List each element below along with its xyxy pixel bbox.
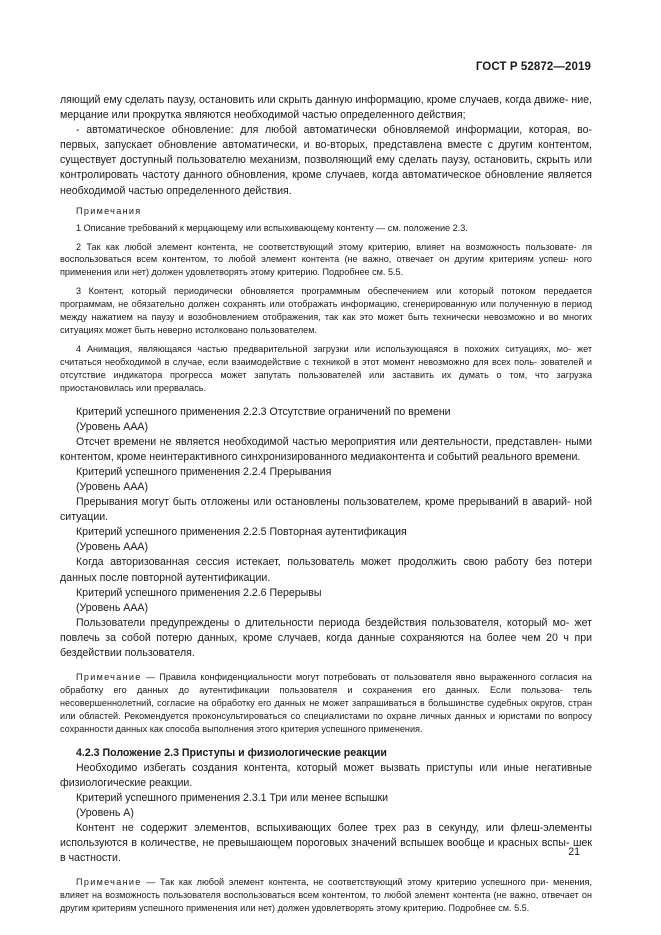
- criterion-2-2-3-text: Отсчет времени не является необходимой частью мероприятия или деятельности, представлен- ными контентом, кроме неинтерактивного синхронизированного медиаконтента и событий реального времени.: [60, 435, 592, 463]
- criterion-2-2-6-level: (Уровень ААА): [76, 601, 149, 614]
- standard-header: ГОСТ Р 52872—2019: [475, 61, 591, 73]
- criterion-2-2-5-text: Когда авторизованная сессия истекает, пользователь может продолжить свою работу без потери данных после повторной аутентификации.: [60, 556, 592, 584]
- criterion-2-2-6-title: Критерий успешного применения 2.2.6 Перерывы: [76, 586, 322, 599]
- section-4-2-3-heading: 4.2.3 Положение 2.3 Приступы и физиологические реакции: [76, 746, 387, 759]
- note-item-4: 4 Анимация, являющаяся частью предварительной загрузки или использующаяся в похожих ситуациях, мо- жет считаться необходимой в случае, если взаимодействие с техникой в этот момент невозможно для всех поль- зователей и отсутствие индикатора прогресса может запутать пользователей или заставить их думать о том, что загрузка приостановилась или прервалась.: [60, 343, 592, 393]
- criterion-2-3-1-level: (Уровень А): [76, 807, 134, 820]
- note-item-1: 1 Описание требований к мерцающему или вспыхивающему контенту — см. положение 2.3.: [76, 222, 468, 233]
- bullet-auto-update: - автоматическое обновление: для любой автоматически обновляемой информации, которая, во- первых, запускает обновление автоматически, и во-вторых, представлена вместе с другим контентом, существует доступный пользователю механизм, позволяющий ему сделать паузу, остановить, скрыть или контролировать частоту данного обновления, кроме случаев, когда автоматическое обновление является необходимой частью определенного действия.: [60, 124, 592, 197]
- criterion-2-2-4-title: Критерий успешного применения 2.2.4 Прерывания: [76, 465, 332, 478]
- note-item-2: 2 Так как любой элемент контента, не соответствующий этому критерию, влияет на возможность пользовате- ля воспользоваться всем контентом, то любой элемент контента (не важно, отвечает он другим критериям успеш- ного применения или нет) должен удовлетворять этому критерию. Подробнее см. 5.5.: [60, 241, 592, 278]
- criterion-2-2-5-level: (Уровень ААА): [76, 541, 149, 554]
- note-text: — Правила конфиденциальности могут потребовать от пользователя явно выраженного согласия на обработку его данных до аутентификации пользователя и сохранения его данных. Если пользова- тель несовершеннолетний, согласие на обработку его данных не может запрашиваться в большинстве судебных округов, стран или областей. Рекомендуется проконсультироваться со специалистами по охране личных данных и юристами по вопросу сохранности данных как способа выполнения этого критерия успешного применения.: [60, 672, 592, 734]
- note-privacy: [60, 671, 592, 736]
- note-item-3: 3 Контент, который периодически обновляется программным обеспечением или который потоком передается программам, не обязательно должен сохранять или отображать информацию, сгенерированную или полученную в период между нажатием на паузу и возобновлением отображения, так как это может быть технически невозможно и во многих ситуациях может быть неверно истолковано пользователем.: [60, 286, 592, 335]
- criterion-2-2-3-title: Критерий успешного применения 2.2.3 Отсутствие ограничений по времени: [76, 405, 451, 418]
- note-text: — Так как любой элемент контента, не соответствующий этому критерию успешного при- менения, влияет на возможность пользователя воспользоваться всем контентом, то любой элемент контента (не важно, отвечает он другим критериям успешного применения или нет) должен удовлетворять этому критерию. Подробнее см. 5.5.: [60, 877, 592, 914]
- page-number: 21: [568, 846, 580, 858]
- note-label: Примечание: [76, 672, 142, 683]
- notes-title: Примечания: [76, 205, 142, 216]
- note-flashes: [60, 876, 592, 915]
- criterion-2-2-4-level: (Уровень ААА): [76, 481, 149, 493]
- note-label: Примечание: [76, 877, 142, 888]
- criterion-2-3-1-text: Контент не содержит элементов, вспыхивающих более трех раз в секунду, или флеш-элементы используются в количестве, не превышающем пороговых значений вспышек вообще и красных вспы- шек в частности.: [60, 822, 592, 865]
- criterion-2-2-3-level: (Уровень ААА): [76, 420, 149, 433]
- criterion-2-2-5-title: Критерий успешного применения 2.2.5 Повторная аутентификация: [76, 526, 407, 539]
- criterion-2-3-1-title: Критерий успешного применения 2.3.1 Три или менее вспышки: [76, 791, 389, 804]
- page-content: [60, 93, 592, 915]
- criterion-2-2-4-text: Прерывания могут быть отложены или остановлены пользователем, кроме прерываний в аварий- ной ситуации.: [60, 496, 592, 524]
- section-4-2-3-text: Необходимо избегать создания контента, который может вызвать приступы или иные негативные физиологические реакции.: [60, 761, 592, 789]
- continuation-paragraph: ляющий ему сделать паузу, остановить или скрыть данную информацию, кроме случаев, когда движе- ние, мерцание или прокрутка являются необходимой частью определенного действия;: [60, 94, 592, 122]
- criterion-2-2-6-text: Пользователи предупреждены о длительности периода бездействия пользователя, который мо- жет повлечь за собой потерю данных, кроме случаев, когда данные сохраняются на более чем 20 ч при бездействии пользователя.: [60, 616, 592, 660]
